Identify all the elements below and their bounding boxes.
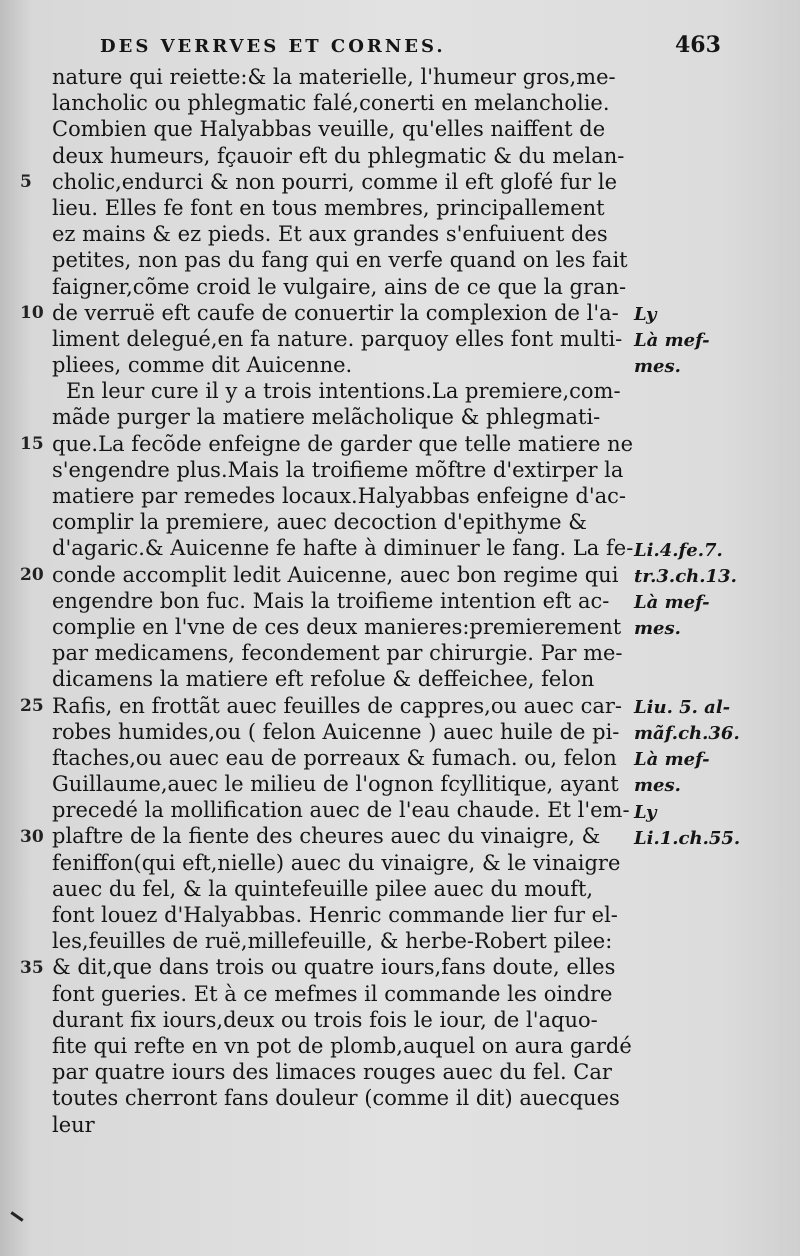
- text-line: que.La fecõde enfeigne de garder que telle matiere ne: [52, 431, 634, 456]
- text-line: dicamens la matiere eft refolue & deffeichee, felon: [52, 667, 595, 692]
- text-line: toutes cherront fans douleur (comme il dit) auecques: [52, 1086, 620, 1111]
- text-line: durant fix iours,deux ou trois fois le iour, de l'aquo-: [52, 1007, 598, 1032]
- text-line: matiere par remedes locaux.Halyabbas enfeigne d'ac-: [52, 484, 626, 508]
- text-line: plaftre de la fiente des cheures auec du vinaigre, &: [52, 824, 601, 849]
- text-line: mãde purger la matiere melãcholique & phlegmati-: [52, 405, 601, 430]
- text-line: fite qui refte en vn pot de plomb,auquel on aura gardé: [52, 1033, 632, 1058]
- text-line: nature qui reiette:& la materielle, l'humeur gros,me-: [52, 65, 616, 89]
- text-line: faigner,cõme croid le vulgaire, ains de ce que la gran-: [52, 274, 627, 299]
- text-line: par quatre iours des limaces rouges auec du fel. Car: [52, 1060, 612, 1085]
- text-line: Rafis, en frottãt auec feuilles de cappres,ou auec car-: [52, 693, 623, 718]
- text-line: ez mains & ez pieds. Et aux grandes s'enfuiuent des: [52, 222, 608, 247]
- text-line: feniffon(qui eft,nielle) auec du vinaigre, & le vinaigre: [52, 850, 621, 875]
- margin-note: Liu. 5. al-: [634, 696, 731, 718]
- text-line: ftaches,ou auec eau de porreaux & fumach. ou, felon: [52, 745, 617, 770]
- text-line: font louez d'Halyabbas. Henric commande lier fur el-: [52, 903, 618, 927]
- line-number: 15: [20, 433, 44, 454]
- text-line: liment delegué,en fa nature. parquoy elles font multi-: [52, 326, 623, 351]
- text-line: leur: [52, 1112, 95, 1137]
- text-line: En leur cure il y a trois intentions.La premiere,com-: [66, 379, 621, 404]
- margin-note: Ly: [634, 801, 657, 823]
- line-number: 20: [20, 564, 44, 585]
- line-number: 5: [20, 171, 32, 192]
- text-line: conde accomplit ledit Auicenne, auec bon regime qui: [52, 562, 619, 587]
- text-line: les,feuilles de ruë,millefeuille, & herbe-Robert pilee:: [52, 929, 613, 954]
- text-line: petites, non pas du fang qui en verfe quand on les fait: [52, 248, 628, 273]
- margin-note: tr.3.ch.13.: [634, 565, 737, 587]
- margin-note: mes.: [634, 356, 681, 378]
- line-number: 25: [20, 695, 44, 716]
- text-line: deux humeurs, fçauoir eft du phlegmatic & du melan-: [52, 143, 625, 168]
- text-line: s'engendre plus.Mais la troifieme mõftre d'extirper la: [52, 457, 624, 482]
- margin-note: Là mef-: [634, 592, 710, 613]
- text-line: d'agaric.& Auicenne fe hafte à diminuer le fang. La fe-: [52, 536, 634, 561]
- text-line: lancholic ou phlegmatic falé,conerti en melancholie.: [52, 91, 610, 116]
- margin-note: Li.4.fe.7.: [634, 539, 723, 561]
- text-line: font gueries. Et à ce mefmes il commande les oindre: [52, 981, 613, 1006]
- text-line: Combien que Halyabbas veuille, qu'elles naiffent de: [52, 117, 606, 142]
- running-title: DES VERRVES ET CORNES.: [100, 36, 446, 57]
- text-line: par medicamens, fecondement par chirurgie. Par me-: [52, 641, 623, 666]
- text-line: cholic,endurci & non pourri, comme il eft glofé fur le: [52, 169, 617, 194]
- line-number: 10: [20, 302, 44, 323]
- margin-note: Ly: [634, 303, 657, 325]
- page-number: 463: [675, 32, 721, 58]
- text-line: de verruë eft caufe de conuertir la complexion de l'a-: [52, 300, 619, 325]
- text-line: & dit,que dans trois ou quatre iours,fans doute, elles: [52, 955, 616, 980]
- margin-note: mes.: [634, 775, 681, 797]
- margin-note: Li.1.ch.55.: [634, 827, 741, 849]
- text-line: complir la premiere, auec decoction d'epithyme &: [52, 510, 587, 535]
- margin-note: mãf.ch.36.: [634, 723, 740, 744]
- text-line: engendre bon fuc. Mais la troifieme intention eft ac-: [52, 588, 610, 613]
- page-edge-mark: [10, 1211, 23, 1221]
- body-text: [52, 64, 634, 1138]
- text-line: robes humides,ou ( felon Auicenne ) auec huile de pi-: [52, 719, 620, 744]
- margin-note: Là mef-: [634, 330, 710, 351]
- text-line: pliees, comme dit Auicenne.: [52, 353, 353, 378]
- margin-note: mes.: [634, 618, 681, 640]
- text-line: lieu. Elles fe font en tous membres, principallement: [52, 195, 605, 220]
- text-line: Guillaume,auec le milieu de l'ognon fcyllitique, ayant: [52, 772, 619, 797]
- line-number: 35: [20, 957, 44, 978]
- text-line: precedé la mollification auec de l'eau chaude. Et l'em-: [52, 798, 630, 823]
- text-line: auec du fel, & la quintefeuille pilee auec du mouft,: [52, 876, 594, 901]
- text-line: complie en l'vne de ces deux manieres:premierement: [52, 614, 622, 639]
- line-number: 30: [20, 826, 44, 847]
- margin-note: Là mef-: [634, 749, 710, 771]
